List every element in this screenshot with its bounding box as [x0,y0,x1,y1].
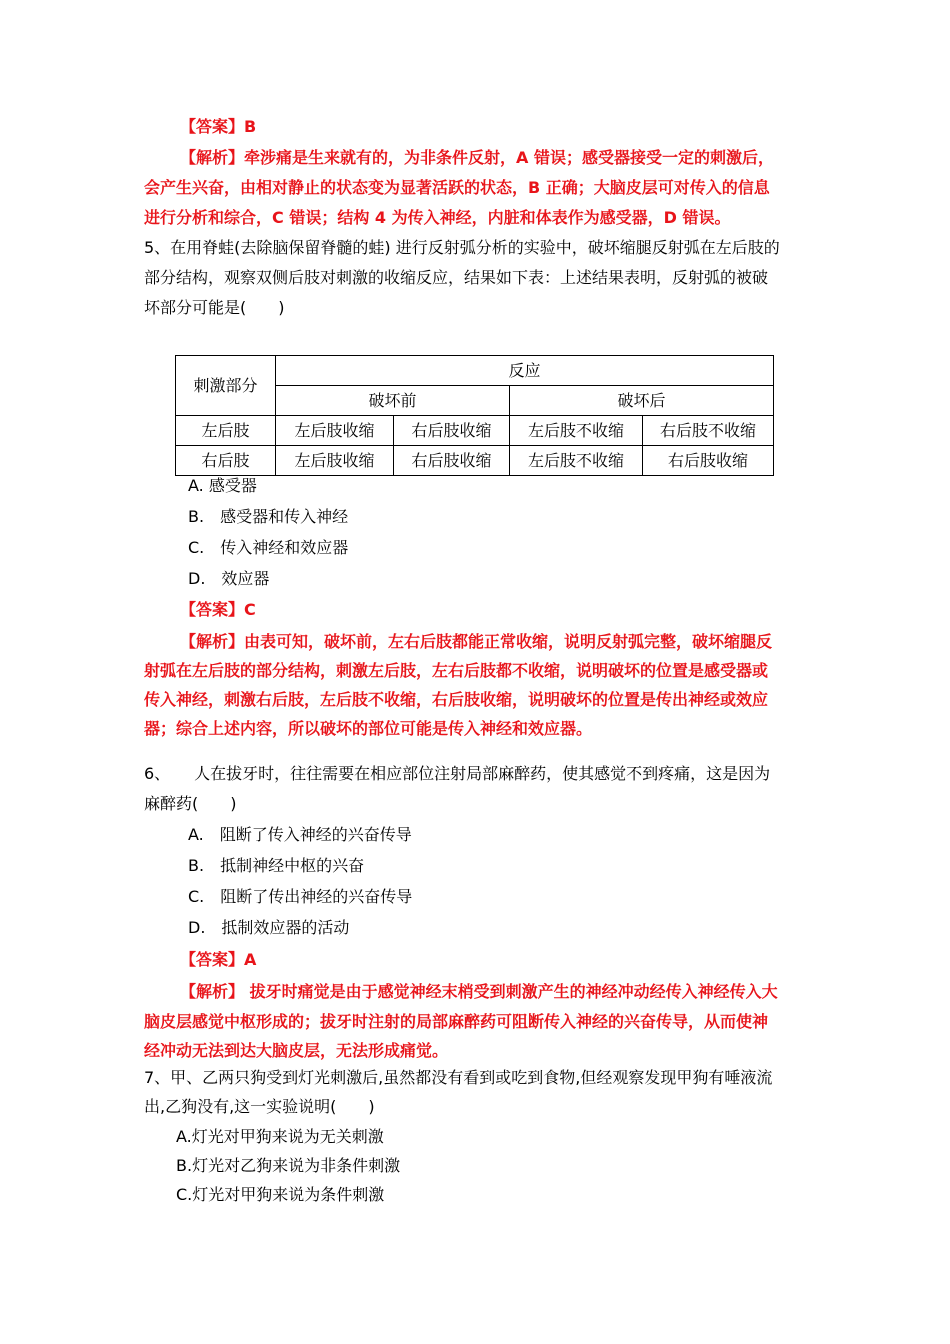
table-cell: 左后肢不收缩 [510,446,643,476]
q5-answer: 【答案】C [180,600,256,619]
table-header-reaction: 反应 [276,356,774,386]
table-cell: 右后肢收缩 [394,446,510,476]
q5-option-a: A. 感受器 [188,476,257,495]
q7-stem-line-2: 出,乙狗没有,这一实验说明( ) [144,1097,375,1116]
table-cell: 右后肢收缩 [643,446,774,476]
q6-option-a: A. 阻断了传入神经的兴奋传导 [188,825,412,844]
q5-explain-line-3: 传入神经，刺激右后肢，左后肢不收缩，右后肢收缩，说明破坏的位置是传出神经或效应 [144,690,769,709]
q5-stem-line-1: 5、在用脊蛙(去除脑保留脊髓的蛙) 进行反射弧分析的实验中，破坏缩腿反射弧在左后肢的 [144,238,780,257]
table-cell: 左后肢不收缩 [510,416,643,446]
q5-stem-line-2: 部分结构，观察双侧后肢对刺激的收缩反应，结果如下表：上述结果表明，反射弧的被破 [144,268,769,287]
q5-explain-line-1: 【解析】由表可知，破坏前，左右后肢都能正常收缩，说明反射弧完整，破坏缩腿反 [180,632,773,651]
q5-option-b: B. 感受器和传入神经 [188,507,349,526]
table-row [176,446,774,476]
table-cell: 左后肢收缩 [276,416,394,446]
q4-answer: 【答案】B [180,117,257,136]
table-header-before: 破坏前 [276,386,510,416]
q6-option-b: B. 抵制神经中枢的兴奋 [188,856,365,875]
q6-explain-line-1: 【解析】 拔牙时痛觉是由于感觉神经末梢受到刺激产生的神经冲动经传入神经传入大 [180,982,778,1001]
q6-answer: 【答案】A [180,950,257,969]
q6-option-d: D. 抵制效应器的活动 [188,918,350,937]
q4-explain-line-3: 进行分析和综合，C 错误；结构 4 为传入神经，内脏和体表作为感受器，D 错误。 [144,208,731,227]
q6-stem-line-1: 6、 人在拔牙时，往往需要在相应部位注射局部麻醉药，使其感觉不到疼痛，这是因为 [144,764,771,783]
q5-explain-line-4: 器；综合上述内容，所以破坏的部位可能是传入神经和效应器。 [144,719,593,738]
q5-option-c: C. 传入神经和效应器 [188,538,349,557]
q7-stem-line-1: 7、甲、乙两只狗受到灯光刺激后,虽然都没有看到或吃到食物,但经观察发现甲狗有唾液流 [144,1068,773,1087]
table-row [176,416,774,446]
table-cell: 右后肢 [176,446,276,476]
q5-stem-line-3: 坏部分可能是( ) [144,298,285,317]
table-cell: 右后肢收缩 [394,416,510,446]
q6-explain-line-2: 脑皮层感觉中枢形成的；拔牙时注射的局部麻醉药可阻断传入神经的兴奋传导，从而使神 [144,1012,769,1031]
q6-option-c: C. 阻断了传出神经的兴奋传导 [188,887,413,906]
q5-explain-line-2: 射弧在左后肢的部分结构，刺激左后肢，左右后肢都不收缩，说明破坏的位置是感受器或 [144,661,769,680]
q5-option-d: D. 效应器 [188,569,270,588]
table-cell: 左后肢 [176,416,276,446]
q7-option-c: C.灯光对甲狗来说为条件刺激 [176,1185,385,1204]
table-header-stimulus: 刺激部分 [176,356,276,416]
q6-stem-line-2: 麻醉药( ) [144,794,237,813]
table-cell: 右后肢不收缩 [643,416,774,446]
q4-explain-line-1: 【解析】牵涉痛是生来就有的，为非条件反射，A 错误；感受器接受一定的刺激后， [180,148,774,167]
q6-explain-line-3: 经冲动无法到达大脑皮层，无法形成痛觉。 [144,1041,449,1060]
q5-result-table [175,355,774,476]
q7-option-a: A.灯光对甲狗来说为无关刺激 [176,1127,384,1146]
q7-option-b: B.灯光对乙狗来说为非条件刺激 [176,1156,401,1175]
q4-explain-line-2: 会产生兴奋，由相对静止的状态变为显著活跃的状态，B 正确；大脑皮层可对传入的信息 [144,178,770,197]
table-header-after: 破坏后 [510,386,774,416]
table-cell: 左后肢收缩 [276,446,394,476]
